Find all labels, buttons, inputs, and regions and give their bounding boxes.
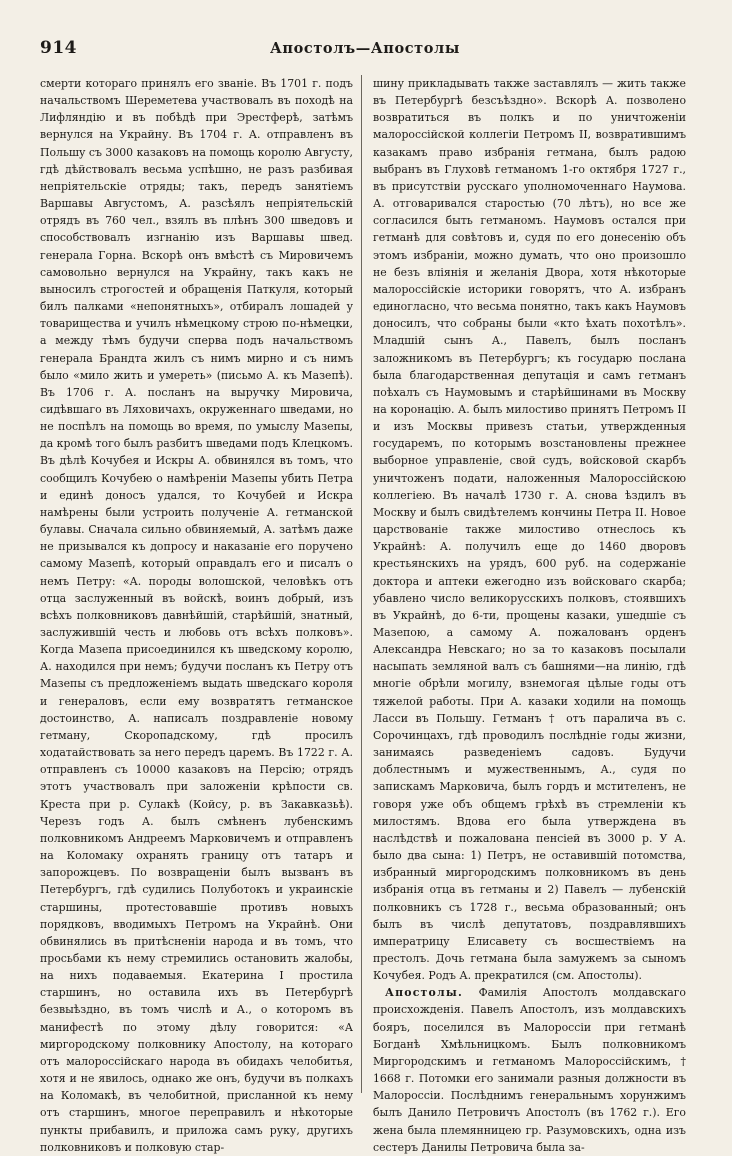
right-column-paragraph-2 — [373, 984, 686, 1156]
page-header — [40, 38, 690, 62]
right-column — [373, 75, 686, 1156]
running-title: Апостолъ—Апостолы — [270, 40, 460, 57]
entry-text: Фамилія Апостолъ молдавскаго происхожденія. Павелъ Апостолъ, изъ молдавскихъ бояръ, поселился въ Малороссіи при гетманѣ Богданѣ Хмѣльницкомъ. Былъ полковникомъ Миргородскимъ и гетманомъ Малороссійскимъ, † 1668 г. Потомки его занимали разныя должности въ Малороссіи. Послѣднимъ генеральнымъ хорунжимъ былъ Данило Петровичъ Апостолъ (въ 1762 г.). Его жена была племянницею гр. Разумовскихъ, одна изъ сестеръ Данилы Петровича была за- — [373, 986, 686, 1154]
entry-headword: Апостолы. — [385, 986, 463, 1000]
column-divider — [361, 75, 362, 1093]
left-column-text: смерти котораго принялъ его званіе. Въ 1701 г. подъ начальствомъ Шереметева участвовалъ въ походѣ на Лифляндію и въ побѣдѣ при Эрестферѣ, затѣмъ вернулся на Украйну. Въ 1704 г. А. отправленъ въ Польшу съ 3000 казаковъ на помощь королю Августу, гдѣ дѣйствовалъ весьма успѣшно, не разъ разбивая непріятельскіе отряды; такъ, передъ занятіемъ Варшавы Августомъ, А. разсѣялъ непріятельскій отрядъ въ 760 чел., взялъ въ плѣнъ 300 шведовъ и способствовалъ изгнанію изъ Варшавы швед. генерала Горна. Вскорѣ онъ вмѣстѣ съ Мировичемъ самовольно вернулся на Украйну, такъ какъ не выносилъ строгостей и обращенія Паткуля, который билъ палками «непонятныхъ», отбиралъ лошадей у товарищества и училъ нѣмецкому строю по-нѣмецки, а между тѣмъ будучи сперва подъ начальствомъ генерала Брандта жилъ съ нимъ мирно и съ нимъ было «мило жить и умереть» (письмо А. къ Мазепѣ). Въ 1706 г. А. посланъ на выручку Мировича, сидѣвшаго въ Ляховичахъ, окруженнаго шведами, но не поспѣлъ на помощь во время, по умыслу Мазепы, да кромѣ того былъ разбитъ шведами подъ Клецкомъ. Въ дѣлѣ Кочубея и Искры А. обвинялся въ томъ, что сообщилъ Кочубею о намѣреніи Мазепы убить Петра и единѣ доносъ удался, то Кочубей и Искра намѣрены были устроить полученіе А. гетманской булавы. Сначала сильно обвиняемый, А. затѣмъ даже не призывался къ допросу и наказаніе его поручено самому Мазепѣ, который оправдалъ его и писалъ о немъ Петру: «А. породы волошской, человѣкъ отъ отца заслуженный въ войскѣ, воинъ добрый, изъ всѣхъ полковниковъ давнѣйшій, старѣйшій, знатный, заслужившій честь и любовь отъ всѣхъ полковъ». Когда Мазепа присоединился къ шведскому королю, А. находился при немъ; будучи посланъ къ Петру отъ Мазепы съ предложеніемъ выдать шведскаго короля и генераловъ, если ему возвратятъ гетманское достоинство, А. написалъ поздравленіе новому гетману, Скоропадскому, гдѣ просилъ ходатайствовать за него передъ царемъ. Въ 1722 г. А. отправленъ съ 10000 казаковъ на Персію; отрядъ этотъ участвовалъ при заложеніи крѣпости св. Креста при р. Сулакѣ (Койсу, р. въ Закавказьѣ). Черезъ годъ А. былъ смѣненъ лубенскимъ полковникомъ Андреемъ Марковичемъ и отправленъ на Коломаку охранять границу отъ татаръ и запорожцевъ. По возвращеніи былъ вызванъ въ Петербургъ, гдѣ судились Полуботокъ и украинскіе старшины, протестовавшіе противъ новыхъ порядковъ, вводимыхъ Петромъ на Украйнѣ. Они обвинялись въ притѣсненіи народа и въ томъ, что просьбами къ нему стремились остановить жалобы, на нихъ подаваемыя. Екатерина I простила старшинъ, но оставила ихъ въ Петербургѣ безвыѣздно, въ томъ числѣ и А., о которомъ въ манифестѣ по этому дѣлу говорится: «А миргородскому полковнику Апостолу, на котораго отъ малороссійскаго народа въ обидахъ челобитья, хотя и не явилось, однако же онъ, будучи въ полкахъ на Коломакѣ, въ челобитной, присланной къ нему отъ старшинъ, многое переправилъ и нѣкоторые пункты прибавилъ, и приложа самъ руку, другихъ полковниковъ и полковую стар- — [40, 77, 353, 1154]
text-columns — [40, 75, 686, 1154]
left-column — [40, 75, 353, 1156]
right-column-paragraph-1: шину прикладывать также заставлялъ — жить также въ Петербургѣ безсъѣздно». Вскорѣ А. позволено возвратиться въ полкъ и по уничтоженіи малороссійской коллегіи Петромъ II, возвратившимъ казакамъ право избранія гетмана, былъ радою выбранъ въ Глуховѣ гетманомъ 1-го октября 1727 г., въ присутствіи русскаго уполномоченнаго Наумова. А. отговаривался старостью (70 лѣтъ), но все же согласился быть гетманомъ. Наумовъ остался при гетманѣ для совѣтовъ и, судя по его донесенію объ этомъ избраніи, можно думать, что оно произошло не безъ вліянія и желанія Двора, хотя нѣкоторые малороссійскіе историки говорятъ, что А. избранъ единогласно, что весьма понятно, такъ какъ Наумовъ доносилъ, что собраны были «кто ѣхать похотѣлъ». Младшій сынъ А., Павелъ, былъ посланъ заложникомъ въ Петербургъ; къ государю послана была благодарственная депутація и самъ гетманъ поѣхалъ съ Наумовымъ и старѣйшинами въ Москву на коронацію. А. былъ милостиво принятъ Петромъ II и изъ Москвы привезъ статьи, утвержденныя государемъ, по которымъ возстановлены прежнее выборное управленіе, свой судъ, войсковой скарбъ уничтоженъ подати, наложенныя Малороссійскою коллегіею. Въ началѣ 1730 г. А. снова ѣздилъ въ Москву и былъ свидѣтелемъ кончины Петра II. Новое царствованіе также милостиво отнеслось къ Украйнѣ: А. получилъ еще до 1460 дворовъ крестьянскихъ на урядъ, 600 руб. на содержаніе доктора и аптеки ежегодно изъ войсковаго скарба; убавлено число великорусскихъ полковъ, стоявшихъ въ Украйнѣ, до 6-ти, прощены казаки, ушедшіе съ Мазепою, а самому А. пожалованъ орденъ Александра Невскаго; но за то казаковъ посылали насыпать земляной валъ съ башнями—на линію, гдѣ многіе обрѣли могилу, взнемогая цѣлые годы отъ тяжелой работы. При А. казаки ходили на помощь Ласси въ Польшу. Гетманъ † отъ паралича въ с. Сорочинцахъ, гдѣ проводилъ послѣдніе годы жизни, занимаясь разведеніемъ садовъ. Будучи доблестнымъ и мужественнымъ, А., судя по запискамъ Марковича, былъ гордъ и мстителенъ, не говоря уже объ общемъ грѣхѣ въ стремленіи къ милостямъ. Вдова его была утверждена въ наслѣдствѣ и пожалована пенсіей въ 3000 р. У А. было два сына: 1) Петръ, не оставившій потомства, избранный миргородскимъ полковникомъ въ день избранія отца въ гетманы и 2) Павелъ — лубенскій полковникъ съ 1728 г., весьма образованный; онъ былъ въ числѣ депутатовъ, поздравлявшихъ императрицу Елисавету съ восшествіемъ на престолъ. Дочь гетмана была замужемъ за сыномъ Кочубея. Родъ А. прекратился (см. Апостолы). — [373, 77, 686, 983]
page-number: 914 — [40, 38, 77, 58]
